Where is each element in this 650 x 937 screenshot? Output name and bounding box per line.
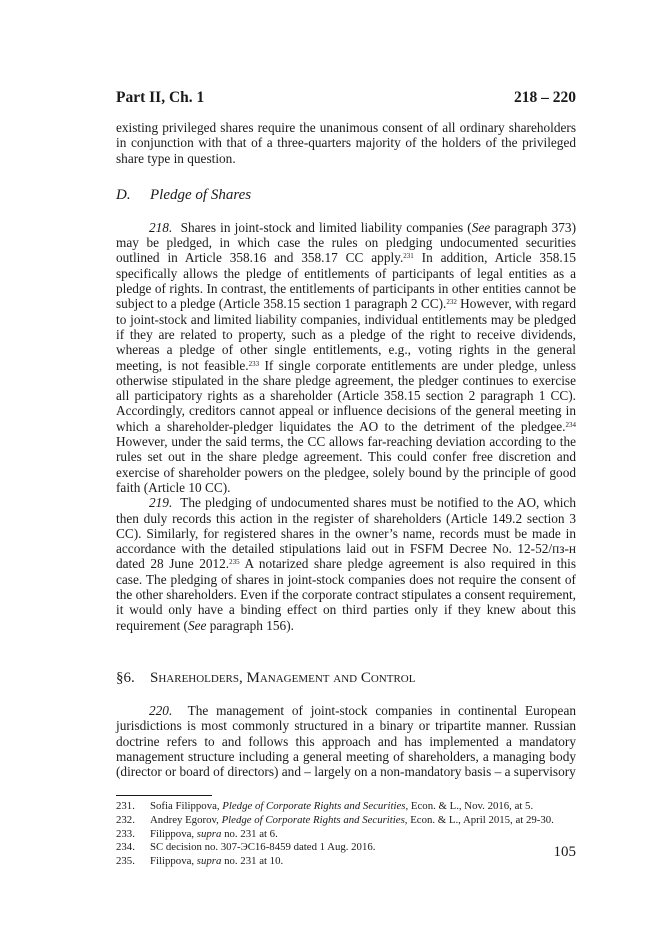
- footnotes: [116, 800, 576, 868]
- footnote: 234. SC decision no. 307-ЭС16-8459 dated 1 Aug. 2016.: [116, 841, 376, 854]
- footnote: 233. Filippova, supra no. 231 at 6.: [116, 827, 278, 840]
- running-header: [116, 88, 576, 108]
- paragraph-218: 218. Shares in joint-stock and limited liability companies (See paragraph 373) may be pledged, in which case the rules on pledging undocumented securities outlined in Article 358.16 and 358.17 CC apply.$^{231}$ In addition, Article 358.15 specifically allows the pledge of entitlements of participants of legal entities as a pledge of rights. In contrast, the entitlements of participants in other entities cannot be subject to a pledge (Article 358.15 section 1 paragraph 2 CC).$^{232}$ However, with regard to joint-stock and limited liability companies, individual entitlements may be pledged if they are related to property, such as a pledge of the right to receive dividends, whereas a pledge of other single entitlements, e.g., voting rights in the general meeting, is not feasible.$^{233}$ If single corporate entitlements are under pledge, unless otherwise stipulated in the share pledge agreement, the pledger continues to exercise all participatory rights as a shareholder (Article 358.15 section 2 paragraph 1 CC). Accordingly, creditors cannot appeal or influence decisions of the general meeting in which a shareholder-pledger liquidates the AO to the detriment of the pledgee.$^{234}$ However, under the said terms, the CC allows far-reaching deviation according to the rules set out in the share pledge agreement. This could confer free discretion and exercise of shareholder powers on the pledgee, solely bound by the principle of good faith (Article 10 CC).: [116, 219, 576, 495]
- section-title: Shareholders, Management and Control: [150, 669, 416, 686]
- page-number: 105: [553, 844, 576, 860]
- paragraph-219: 219. The pledging of undocumented shares must be notified to the AO, which then duly records this action in the register of shareholders (Article 149.2 section 3 CC). Similarly, for registered shares in the owner’s name, records must be made in accordance with the detailed stipulations laid out in FSFM Decree No. 12-52/пз-н dated 28 June 2012.$^{235}$ A notarized share pledge agreement is also required in this case. The pledging of shares in joint-stock companies does not require the consent of the other shareholders. Even if the corporate contract stipulates a consent requirement, it would only have a binding effect on third parties only if they knew about this requirement (See paragraph 156).: [116, 495, 577, 633]
- section-mark: §6.: [116, 669, 135, 686]
- paragraph-number: 218.: [149, 219, 173, 235]
- footnote-divider: [116, 795, 212, 796]
- header-paragraph-range: 218 – 220: [514, 89, 576, 106]
- page-body: [116, 88, 576, 868]
- section-letter: D.: [116, 186, 131, 203]
- section-d-heading: [116, 186, 576, 204]
- footnote-ref[interactable]: 234: [565, 420, 576, 429]
- intro-paragraph: existing privileged shares require the unanimous consent of all ordinary shareholders in conjunction with that of a three-quarters majority of the holders of the privileged share type in question.: [116, 120, 576, 166]
- section-title: Pledge of Shares: [150, 186, 252, 203]
- paragraph-number: 219.: [149, 495, 173, 511]
- footnote: 231. Sofia Filippova, Pledge of Corporate Rights and Securities, Econ. & L., Nov. 2016, at 5.: [116, 800, 534, 813]
- footnote: 235. Filippova, supra no. 231 at 10.: [116, 854, 284, 867]
- section-6-heading: [116, 669, 576, 687]
- footnote-ref[interactable]: 235: [229, 558, 240, 567]
- header-part-chapter: Part II, Ch. 1: [116, 89, 205, 106]
- footnote-ref[interactable]: 231: [403, 252, 414, 261]
- footnote-ref[interactable]: 233: [248, 359, 260, 368]
- paragraph-220: 220. The management of joint-stock companies in continental European jurisdictions is most commonly structured in a binary or tripartite manner. Russian doctrine refers to and follows this approach and has implemented a mandatory management structure including a general meeting of shareholders, a managing body (director or board of directors) and – largely on a non-mandatory basis – a supervisory: [116, 702, 576, 780]
- paragraph-number: 220.: [149, 702, 173, 718]
- footnote-ref[interactable]: 232: [446, 298, 457, 307]
- footnote: 232. Andrey Egorov, Pledge of Corporate Rights and Securities, Econ. & L., April 2015, at 29-30.: [116, 813, 554, 826]
